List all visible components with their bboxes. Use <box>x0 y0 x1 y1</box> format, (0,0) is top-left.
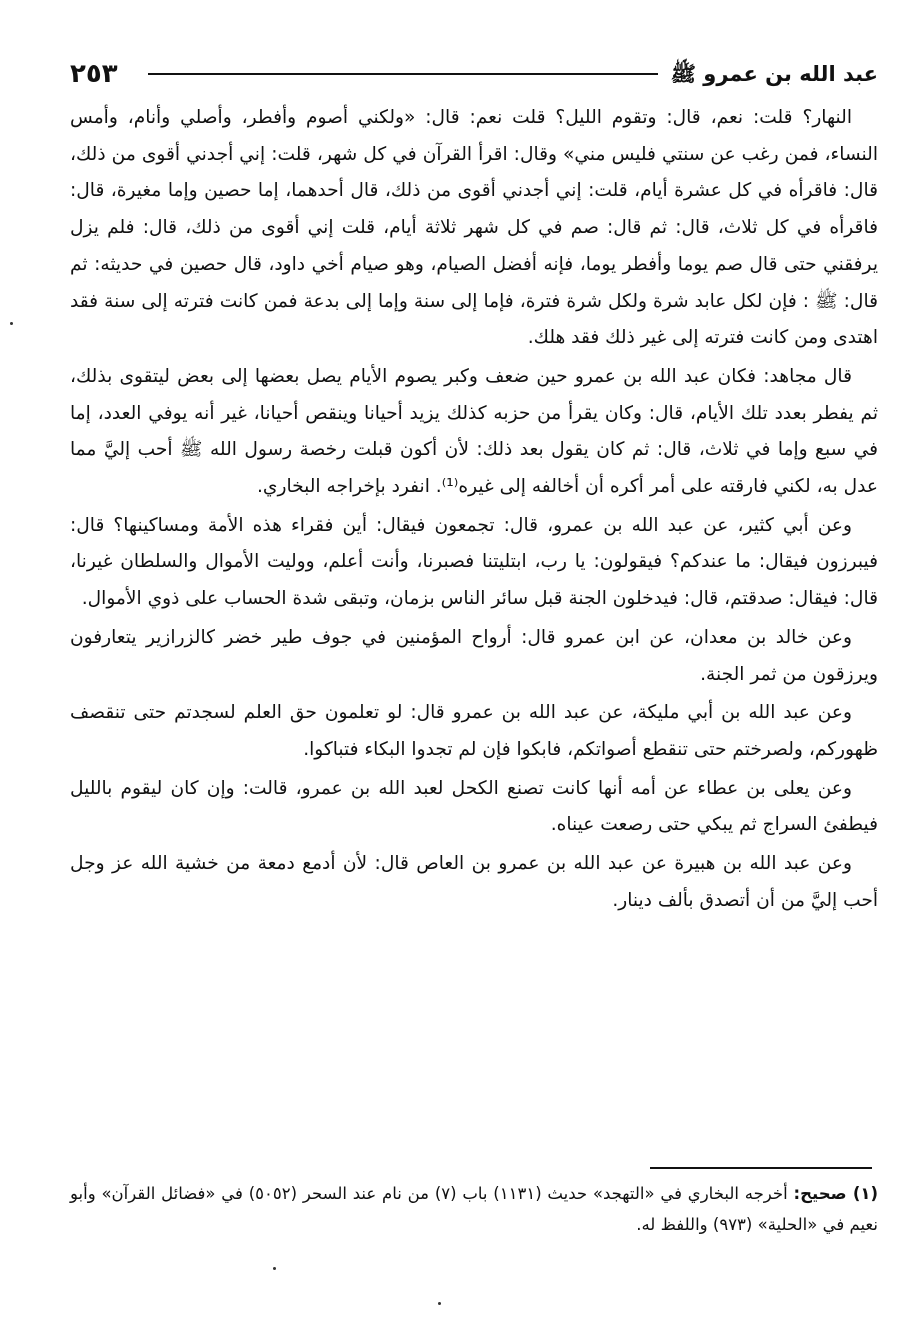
footnote-label: (١) صحيح: <box>793 1184 878 1203</box>
paragraph: قال مجاهد: فكان عبد الله بن عمرو حين ضعف وكبر يصوم الأيام يصل بعضها إلى بعض ليتقوى بذلك، ثم يفطر بعدد تلك الأيام، قال: وكان يقرأ من حزبه كذلك يزيد أحيانا وينقص أحيانا، غير أنه يوفي العدد، إما في سبع وإما في ثلاث، قال: ثم كان يقول بعد ذلك: لأن أكون قبلت رخصة رسول الله ﷺ أحب إليَّ مما عدل به، لكني فارقته على أمر أكره أن أخالفه إلى غيره⁽¹⁾. انفرد بإخراجه البخاري. <box>70 365 878 498</box>
scan-speck <box>273 1267 276 1270</box>
paragraph: وعن أبي كثير، عن عبد الله بن عمرو، قال: تجمعون فيقال: أين فقراء هذه الأمة ومساكينها؟ قال: فيبرزون فيقال: ما عندكم؟ فيقولون: يا رب، ابتليتنا فصبرنا، وأنت أعلم، ووليت الأموال والسلطان غيرنا، قال: فيقال: صدقتم، قال: فيدخلون الجنة قبل سائر الناس بزمان، وتبقى شدة الحساب على ذوي الأموال. <box>70 514 878 610</box>
paragraph: وعن عبد الله بن أبي مليكة، عن عبد الله بن عمرو قال: لو تعلمون حق العلم لسجدتم حتى تنقصف ظهوركم، ولصرختم حتى تنقطع أصواتكم، فابكوا فإن لم تجدوا البكاء فتباكوا. <box>70 702 878 760</box>
paragraph: وعن يعلى بن عطاء عن أمه أنها كانت تصنع الكحل لعبد الله بن عمرو، قالت: وإن كان ليقوم بالليل فيطفئ السراج ثم يبكي حتى رصعت عيناه. <box>70 777 878 836</box>
scan-speck <box>10 322 13 325</box>
main-text <box>70 100 878 921</box>
page-number: ٢٥٣ <box>70 59 118 89</box>
paragraph: وعن عبد الله بن هبيرة عن عبد الله بن عمرو بن العاص قال: لأن أدمع دمعة من خشية الله عز وجل أحب إليَّ من أن أتصدق بألف دينار. <box>70 853 878 911</box>
paragraph: وعن خالد بن معدان، عن ابن عمرو قال: أرواح المؤمنين في جوف طير خضر كالزرازير يتعارفون ويرزقون من ثمر الجنة. <box>70 626 878 685</box>
footnote-rule <box>650 1167 872 1169</box>
footnote-text: أخرجه البخاري في «التهجد» حديث (١١٣١) باب (٧) من نام عند السحر (٥٠٥٢) في «فضائل القرآن» وأبو نعيم في «الحلية» (٩٧٣) واللفظ له. <box>70 1184 878 1234</box>
scan-speck <box>438 1302 441 1305</box>
running-header <box>70 58 878 90</box>
running-title: عبد الله بن عمرو ﷺ <box>670 62 878 86</box>
footnote <box>70 1178 878 1240</box>
header-rule <box>148 73 658 75</box>
paragraph: النهار؟ قلت: نعم، قال: وتقوم الليل؟ قلت نعم: قال: «ولكني أصوم وأفطر، وأصلي وأنام، وأمس النساء، فمن رغب عن سنتي فليس مني» وقال: اقرأ القرآن في كل شهر، قلت: إني أجدني أقوى من ذلك، قال: فاقرأه في كل عشرة أيام، قلت: إني أجدني أقوى من ذلك، قال أحدهما، إما حصين وإما مغيرة، قال: فاقرأه في كل ثلاث، قال: ثم قال: صم في كل شهر ثلاثة أيام، قلت إني أقوى من ذلك، قال: فلم يزل يرفقني حتى قال صم يوما وأفطر يوما، فإنه أفضل الصيام، وهو صيام أخي داود، قال حصين في حديثه: ثم قال: ﷺ : فإن لكل عابد شرة ولكل شرة فترة، فإما إلى سنة وإما إلى بدعة فمن كانت فترته إلى سنة فقد اهتدى ومن كانت فترته إلى غير ذلك فقد هلك. <box>70 107 878 349</box>
